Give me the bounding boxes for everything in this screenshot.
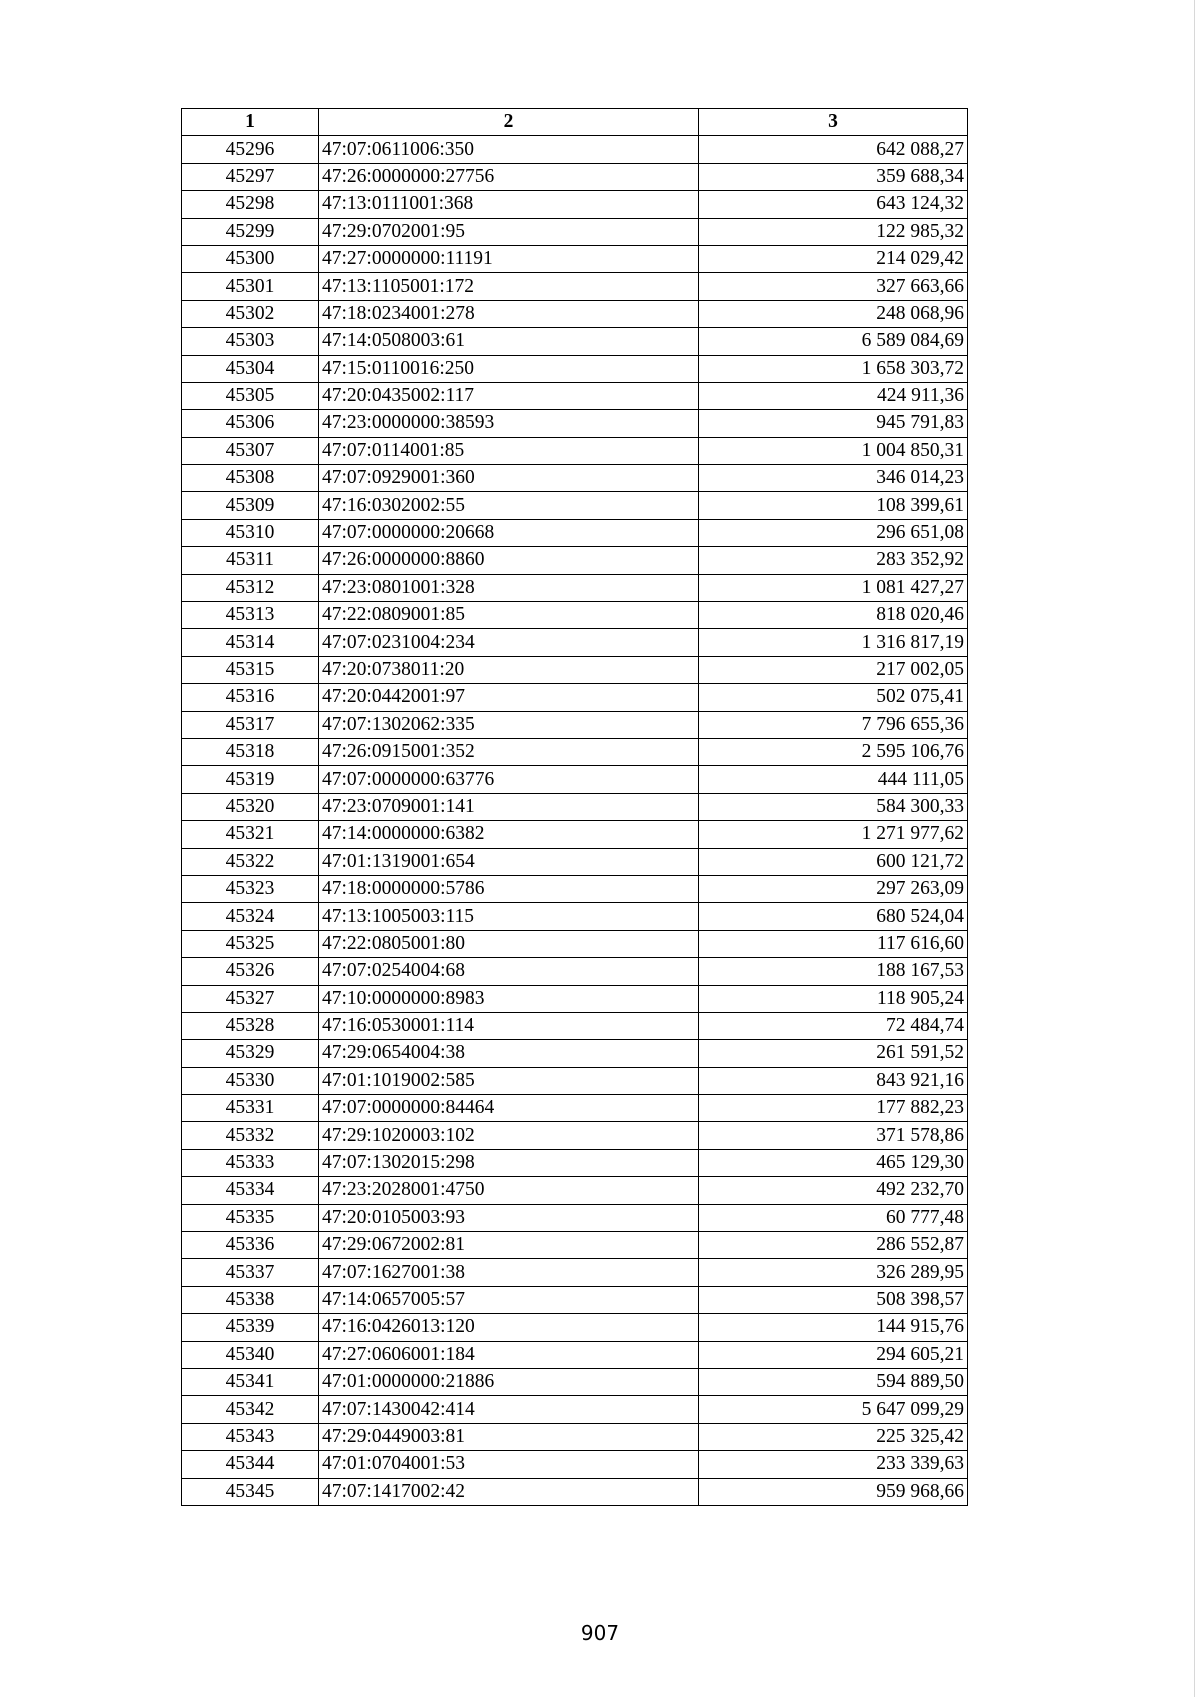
value-cell: 6 589 084,69: [699, 328, 968, 355]
row-number-cell: 45301: [182, 273, 319, 300]
row-number-cell: 45345: [182, 1478, 319, 1505]
row-number-cell: 45303: [182, 328, 319, 355]
row-number-cell: 45323: [182, 875, 319, 902]
cadastral-number-cell: 47:07:0000000:20668: [319, 519, 699, 546]
cadastral-number-cell: 47:01:0000000:21886: [319, 1368, 699, 1395]
row-number-cell: 45334: [182, 1177, 319, 1204]
value-cell: 1 658 303,72: [699, 355, 968, 382]
table-row: [182, 1341, 968, 1368]
cadastral-number-cell: 47:23:2028001:4750: [319, 1177, 699, 1204]
table-row: [182, 163, 968, 190]
value-cell: 1 081 427,27: [699, 574, 968, 601]
table-row: [182, 1368, 968, 1395]
table-row: [182, 1067, 968, 1094]
row-number-cell: 45336: [182, 1232, 319, 1259]
cadastral-number-cell: 47:27:0606001:184: [319, 1341, 699, 1368]
value-cell: 818 020,46: [699, 602, 968, 629]
cadastral-number-cell: 47:16:0530001:114: [319, 1012, 699, 1039]
cadastral-number-cell: 47:14:0000000:6382: [319, 821, 699, 848]
cadastral-number-cell: 47:16:0302002:55: [319, 492, 699, 519]
cadastral-number-cell: 47:27:0000000:11191: [319, 245, 699, 272]
row-number-cell: 45313: [182, 602, 319, 629]
table-row: [182, 1095, 968, 1122]
table-body: [182, 136, 968, 1506]
cadastral-number-cell: 47:29:0702001:95: [319, 218, 699, 245]
row-number-cell: 45341: [182, 1368, 319, 1395]
row-number-cell: 45315: [182, 656, 319, 683]
row-number-cell: 45316: [182, 684, 319, 711]
cadastral-number-cell: 47:01:1019002:585: [319, 1067, 699, 1094]
cadastral-number-cell: 47:26:0000000:8860: [319, 547, 699, 574]
row-number-cell: 45343: [182, 1423, 319, 1450]
value-cell: 188 167,53: [699, 958, 968, 985]
row-number-cell: 45339: [182, 1314, 319, 1341]
row-number-cell: 45302: [182, 300, 319, 327]
table-row: [182, 382, 968, 409]
value-cell: 261 591,52: [699, 1040, 968, 1067]
table-row: [182, 547, 968, 574]
row-number-cell: 45342: [182, 1396, 319, 1423]
table-row: [182, 1423, 968, 1450]
cadastral-number-cell: 47:16:0426013:120: [319, 1314, 699, 1341]
cadastral-number-cell: 47:15:0110016:250: [319, 355, 699, 382]
row-number-cell: 45312: [182, 574, 319, 601]
value-cell: 60 777,48: [699, 1204, 968, 1231]
value-cell: 359 688,34: [699, 163, 968, 190]
cadastral-number-cell: 47:07:1417002:42: [319, 1478, 699, 1505]
row-number-cell: 45322: [182, 848, 319, 875]
table-row: [182, 711, 968, 738]
value-cell: 144 915,76: [699, 1314, 968, 1341]
row-number-cell: 45298: [182, 191, 319, 218]
table-row: [182, 273, 968, 300]
value-cell: 959 968,66: [699, 1478, 968, 1505]
table-row: [182, 574, 968, 601]
table-row: [182, 848, 968, 875]
value-cell: 2 595 106,76: [699, 738, 968, 765]
table-row: [182, 136, 968, 163]
cadastral-number-cell: 47:13:0111001:368: [319, 191, 699, 218]
cadastral-number-cell: 47:07:0114001:85: [319, 437, 699, 464]
table-row: [182, 602, 968, 629]
row-number-cell: 45325: [182, 930, 319, 957]
row-number-cell: 45327: [182, 985, 319, 1012]
cadastral-number-cell: 47:07:1302062:335: [319, 711, 699, 738]
header-cell-1: 1: [182, 109, 319, 136]
value-cell: 122 985,32: [699, 218, 968, 245]
cadastral-number-cell: 47:10:0000000:8983: [319, 985, 699, 1012]
cadastral-number-cell: 47:29:0672002:81: [319, 1232, 699, 1259]
cadastral-number-cell: 47:07:0254004:68: [319, 958, 699, 985]
row-number-cell: 45304: [182, 355, 319, 382]
value-cell: 7 796 655,36: [699, 711, 968, 738]
value-cell: 680 524,04: [699, 903, 968, 930]
row-number-cell: 45307: [182, 437, 319, 464]
value-cell: 326 289,95: [699, 1259, 968, 1286]
table-row: [182, 465, 968, 492]
cadastral-number-cell: 47:01:0704001:53: [319, 1451, 699, 1478]
table-row: [182, 410, 968, 437]
cadastral-number-cell: 47:20:0105003:93: [319, 1204, 699, 1231]
value-cell: 1 316 817,19: [699, 629, 968, 656]
cadastral-number-cell: 47:26:0915001:352: [319, 738, 699, 765]
row-number-cell: 45318: [182, 738, 319, 765]
table-row: [182, 1122, 968, 1149]
value-cell: 214 029,42: [699, 245, 968, 272]
cadastral-number-cell: 47:14:0657005:57: [319, 1286, 699, 1313]
table-row: [182, 793, 968, 820]
cadastral-number-cell: 47:18:0234001:278: [319, 300, 699, 327]
value-cell: 584 300,33: [699, 793, 968, 820]
table-header: [182, 109, 968, 136]
cadastral-number-cell: 47:29:0654004:38: [319, 1040, 699, 1067]
table-row: [182, 903, 968, 930]
table-row: [182, 1286, 968, 1313]
table-row: [182, 1478, 968, 1505]
table-row: [182, 1149, 968, 1176]
cadastral-number-cell: 47:07:1627001:38: [319, 1259, 699, 1286]
value-cell: 1 004 850,31: [699, 437, 968, 464]
cadastral-number-cell: 47:20:0442001:97: [319, 684, 699, 711]
cadastral-number-cell: 47:29:1020003:102: [319, 1122, 699, 1149]
cadastral-number-cell: 47:26:0000000:27756: [319, 163, 699, 190]
value-cell: 642 088,27: [699, 136, 968, 163]
row-number-cell: 45332: [182, 1122, 319, 1149]
value-cell: 424 911,36: [699, 382, 968, 409]
cadastral-number-cell: 47:22:0805001:80: [319, 930, 699, 957]
cadastral-number-cell: 47:01:1319001:654: [319, 848, 699, 875]
row-number-cell: 45308: [182, 465, 319, 492]
table-row: [182, 1314, 968, 1341]
value-cell: 217 002,05: [699, 656, 968, 683]
cadastral-number-cell: 47:23:0801001:328: [319, 574, 699, 601]
row-number-cell: 45310: [182, 519, 319, 546]
row-number-cell: 45328: [182, 1012, 319, 1039]
value-cell: 600 121,72: [699, 848, 968, 875]
value-cell: 465 129,30: [699, 1149, 968, 1176]
cadastral-number-cell: 47:07:0231004:234: [319, 629, 699, 656]
row-number-cell: 45319: [182, 766, 319, 793]
value-cell: 594 889,50: [699, 1368, 968, 1395]
value-cell: 117 616,60: [699, 930, 968, 957]
registry-table-container: [181, 108, 967, 1506]
value-cell: 296 651,08: [699, 519, 968, 546]
value-cell: 5 647 099,29: [699, 1396, 968, 1423]
header-row: [182, 109, 968, 136]
header-cell-2: 2: [319, 109, 699, 136]
cadastral-number-cell: 47:07:0929001:360: [319, 465, 699, 492]
cadastral-number-cell: 47:07:1430042:414: [319, 1396, 699, 1423]
table-row: [182, 821, 968, 848]
value-cell: 294 605,21: [699, 1341, 968, 1368]
table-row: [182, 930, 968, 957]
cadastral-number-cell: 47:07:0611006:350: [319, 136, 699, 163]
table-row: [182, 1177, 968, 1204]
row-number-cell: 45333: [182, 1149, 319, 1176]
row-number-cell: 45340: [182, 1341, 319, 1368]
row-number-cell: 45311: [182, 547, 319, 574]
value-cell: 283 352,92: [699, 547, 968, 574]
row-number-cell: 45314: [182, 629, 319, 656]
row-number-cell: 45330: [182, 1067, 319, 1094]
cadastral-number-cell: 47:22:0809001:85: [319, 602, 699, 629]
value-cell: 248 068,96: [699, 300, 968, 327]
table-row: [182, 191, 968, 218]
table-row: [182, 766, 968, 793]
value-cell: 108 399,61: [699, 492, 968, 519]
table-row: [182, 875, 968, 902]
row-number-cell: 45326: [182, 958, 319, 985]
table-row: [182, 629, 968, 656]
row-number-cell: 45300: [182, 245, 319, 272]
row-number-cell: 45309: [182, 492, 319, 519]
table-row: [182, 1396, 968, 1423]
page-edge-line: [1194, 0, 1195, 1697]
cadastral-number-cell: 47:29:0449003:81: [319, 1423, 699, 1450]
value-cell: 346 014,23: [699, 465, 968, 492]
value-cell: 843 921,16: [699, 1067, 968, 1094]
table-row: [182, 328, 968, 355]
row-number-cell: 45299: [182, 218, 319, 245]
cadastral-number-cell: 47:13:1105001:172: [319, 273, 699, 300]
value-cell: 371 578,86: [699, 1122, 968, 1149]
value-cell: 444 111,05: [699, 766, 968, 793]
table-row: [182, 1040, 968, 1067]
table-row: [182, 1232, 968, 1259]
value-cell: 286 552,87: [699, 1232, 968, 1259]
row-number-cell: 45344: [182, 1451, 319, 1478]
table-row: [182, 437, 968, 464]
table-row: [182, 492, 968, 519]
row-number-cell: 45305: [182, 382, 319, 409]
cadastral-number-cell: 47:20:0738011:20: [319, 656, 699, 683]
row-number-cell: 45337: [182, 1259, 319, 1286]
row-number-cell: 45331: [182, 1095, 319, 1122]
value-cell: 225 325,42: [699, 1423, 968, 1450]
value-cell: 492 232,70: [699, 1177, 968, 1204]
table-row: [182, 218, 968, 245]
value-cell: 327 663,66: [699, 273, 968, 300]
value-cell: 177 882,23: [699, 1095, 968, 1122]
table-row: [182, 985, 968, 1012]
row-number-cell: 45338: [182, 1286, 319, 1313]
table-row: [182, 355, 968, 382]
row-number-cell: 45306: [182, 410, 319, 437]
cadastral-number-cell: 47:20:0435002:117: [319, 382, 699, 409]
value-cell: 945 791,83: [699, 410, 968, 437]
table-row: [182, 1204, 968, 1231]
row-number-cell: 45335: [182, 1204, 319, 1231]
table-row: [182, 519, 968, 546]
cadastral-number-cell: 47:14:0508003:61: [319, 328, 699, 355]
table-row: [182, 1259, 968, 1286]
page-number: 907: [580, 1621, 620, 1645]
header-cell-3: 3: [699, 109, 968, 136]
cadastral-number-cell: 47:07:0000000:84464: [319, 1095, 699, 1122]
value-cell: 233 339,63: [699, 1451, 968, 1478]
value-cell: 297 263,09: [699, 875, 968, 902]
registry-table: [181, 108, 968, 1506]
value-cell: 72 484,74: [699, 1012, 968, 1039]
row-number-cell: 45320: [182, 793, 319, 820]
table-row: [182, 1451, 968, 1478]
row-number-cell: 45317: [182, 711, 319, 738]
row-number-cell: 45329: [182, 1040, 319, 1067]
cadastral-number-cell: 47:23:0709001:141: [319, 793, 699, 820]
cadastral-number-cell: 47:07:0000000:63776: [319, 766, 699, 793]
value-cell: 1 271 977,62: [699, 821, 968, 848]
table-row: [182, 245, 968, 272]
cadastral-number-cell: 47:13:1005003:115: [319, 903, 699, 930]
cadastral-number-cell: 47:18:0000000:5786: [319, 875, 699, 902]
value-cell: 118 905,24: [699, 985, 968, 1012]
table-row: [182, 300, 968, 327]
cadastral-number-cell: 47:23:0000000:38593: [319, 410, 699, 437]
row-number-cell: 45297: [182, 163, 319, 190]
table-row: [182, 656, 968, 683]
table-row: [182, 958, 968, 985]
table-row: [182, 738, 968, 765]
row-number-cell: 45321: [182, 821, 319, 848]
value-cell: 508 398,57: [699, 1286, 968, 1313]
table-row: [182, 1012, 968, 1039]
value-cell: 502 075,41: [699, 684, 968, 711]
row-number-cell: 45296: [182, 136, 319, 163]
cadastral-number-cell: 47:07:1302015:298: [319, 1149, 699, 1176]
value-cell: 643 124,32: [699, 191, 968, 218]
table-row: [182, 684, 968, 711]
row-number-cell: 45324: [182, 903, 319, 930]
